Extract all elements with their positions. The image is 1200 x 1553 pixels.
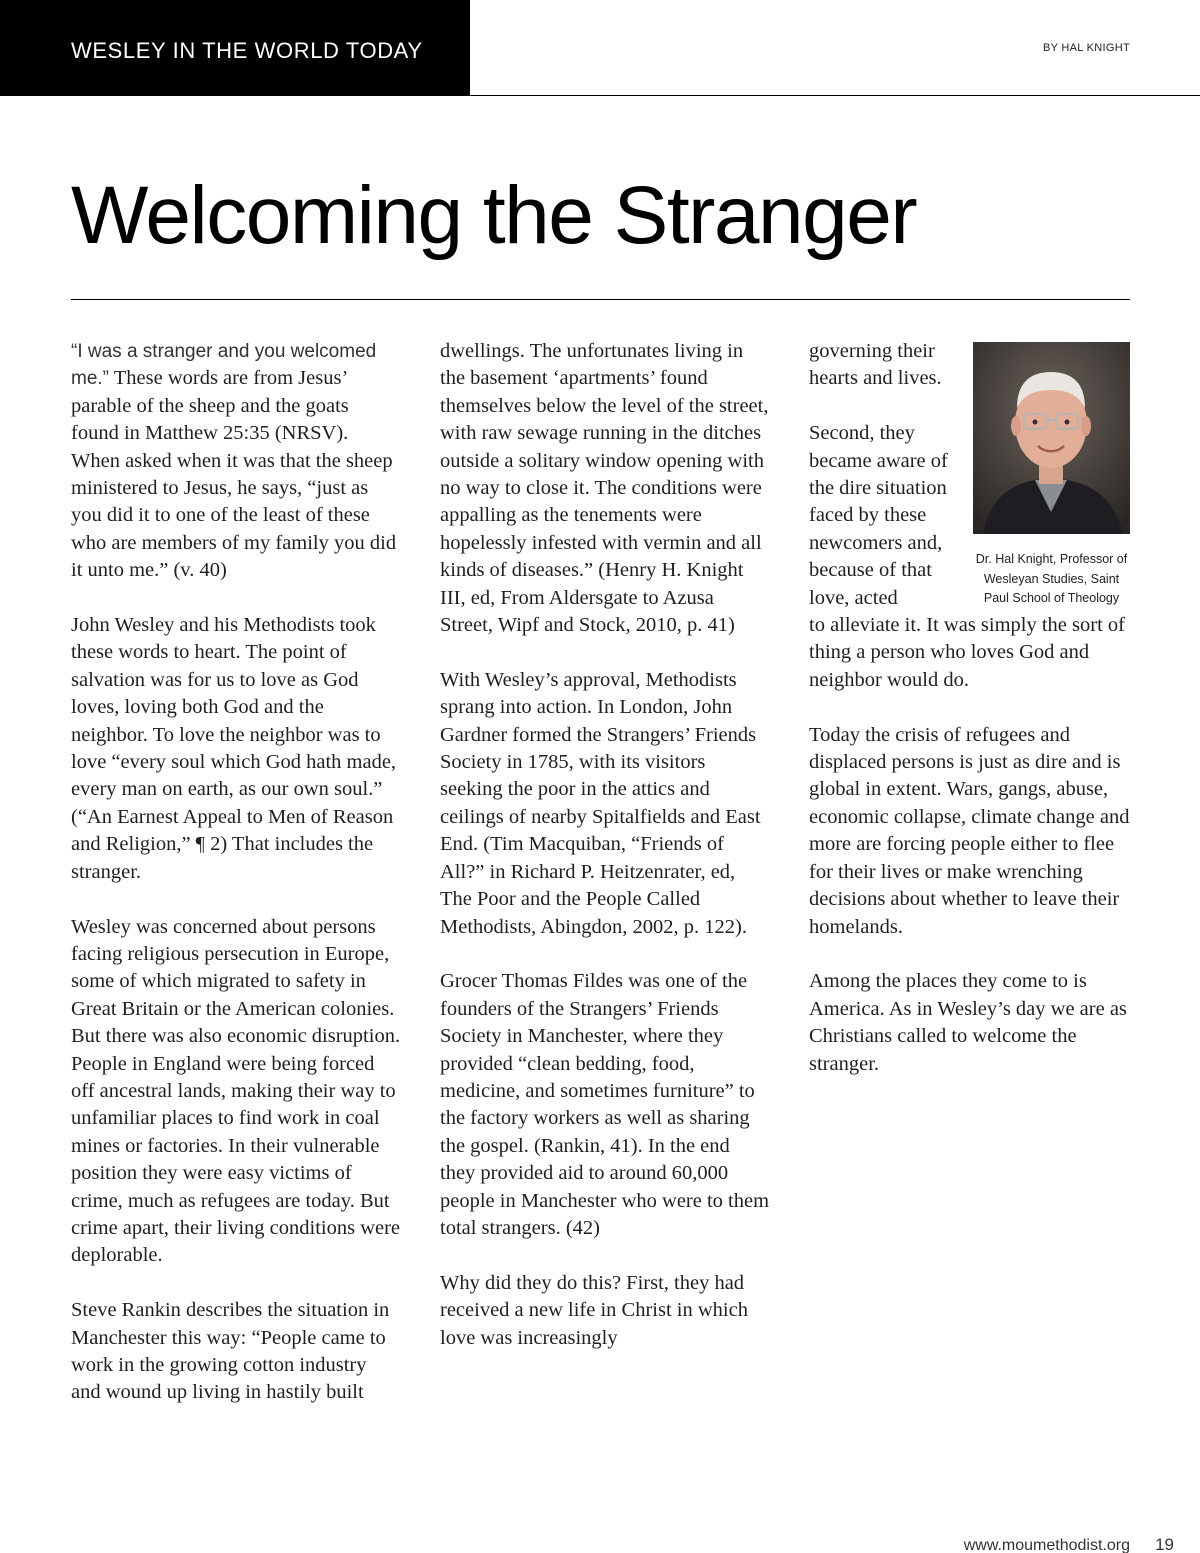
paragraph bbox=[71, 338, 401, 585]
photo-caption: Dr. Hal Knight, Professor of Wesleyan Studies, Saint Paul School of Theology bbox=[975, 552, 1128, 605]
article-column-2 bbox=[440, 338, 770, 1379]
paragraph: Steve Rankin describes the situation in Manchester this way: “People came to work in the growing cotton industry and wound up living in hastily built bbox=[71, 1299, 390, 1404]
footer-url: www.moumethodist.org bbox=[963, 1537, 1130, 1553]
paragraph: dwellings. The unfortunates living in the basement ‘apartments’ found themselves below the level of the street, with raw sewage running in the ditches outside a solitary window opening with no way to close it. The conditions were appalling as the tenements were hopelessly infested with vermin and all kinds of diseases.” (Henry H. Knight III, ed, From Aldersgate to Azusa Street, Wipf and Stock, 2010, p. 41) bbox=[440, 340, 769, 637]
section-label: WESLEY IN THE WORLD TODAY bbox=[71, 38, 423, 63]
article-column-1 bbox=[71, 338, 401, 1434]
article-title: Welcoming the Stranger bbox=[71, 170, 917, 261]
paragraph: to alleviate it. It was simply the sort of thing a person who loves God and neighbor would do. bbox=[809, 614, 1125, 691]
paragraph: governing their hearts and lives. bbox=[809, 340, 942, 390]
byline: BY HAL KNIGHT bbox=[1042, 42, 1130, 54]
paragraph-text: These words are from Jesus’ parable of the sheep and the goats found in Matthew 25:35 (NRSV). When asked when it was that the sheep ministered to Jesus, he says, “just as you did it to one of the least of these who are members of my family you did it unto me.” (v. 40) bbox=[71, 367, 397, 582]
section-banner bbox=[0, 0, 470, 96]
portrait-illustration bbox=[973, 342, 1130, 534]
pull-quote: “I was a stranger and you welcomed me.” bbox=[71, 341, 377, 390]
paragraph: With Wesley’s approval, Methodists sprang into action. In London, John Gardner formed the Strangers’ Friends Society in 1785, with its visitors seeking the poor in the attics and ceilings of nearby Spitalfields and East End. (Tim Macquiban, “Friends of All?” in Richard P. Heitzenrater, ed, The Poor and the People Called Methodists, Abingdon, 2002, p. 122). bbox=[440, 668, 761, 938]
paragraph: John Wesley and his Methodists took these words to heart. The point of salvation was for us to love as God loves, loving both God and the neighbor. To love the neighbor was to love “every soul which God hath made, every man on earth, as our own soul.” (“An Earnest Appeal to Men of Reason and Religion,” ¶ 2) That includes the stranger. bbox=[71, 614, 397, 883]
paragraph: Among the places they come to is America. As in Wesley’s day we are as Christians called to welcome the stranger. bbox=[809, 970, 1127, 1075]
paragraph: Second, they became aware of the dire situation faced by these newcomers and, because of that love, acted bbox=[809, 422, 948, 609]
paragraph: Grocer Thomas Fildes was one of the founders of the Strangers’ Friends Society in Manchester, where they provided “clean bedding, food, medicine, and sometimes furniture” to the factory workers as well as sharing the gospel. (Rankin, 41). In the end they provided aid to around 60,000 people in Manchester who were to them total strangers. (42) bbox=[440, 970, 770, 1239]
header-divider bbox=[470, 95, 1200, 96]
page-number: 19 bbox=[1155, 1535, 1174, 1553]
title-divider bbox=[71, 299, 1130, 300]
paragraph: Why did they do this? First, they had received a new life in Christ in which love was increasingly bbox=[440, 1271, 748, 1349]
author-photo bbox=[973, 342, 1130, 534]
text-wrap-region bbox=[809, 338, 959, 612]
paragraph: Wesley was concerned about persons facing religious persecution in Europe, some of which migrated to safety in Great Britain or the American colonies. But there was also economic disruption. People in England were being forced off ancestral lands, making their way to unfamiliar places to find work in coal mines or factories. In their vulnerable position they were easy victims of crime, much as refugees are today. But crime apart, their living conditions were deplorable. bbox=[71, 915, 401, 1267]
paragraph: Today the crisis of refugees and displaced persons is just as dire and is global in extent. Wars, gangs, abuse, economic collapse, climate change and more are forcing people either to flee for their lives or make wrenching decisions about whether to leave their homelands. bbox=[809, 723, 1130, 938]
